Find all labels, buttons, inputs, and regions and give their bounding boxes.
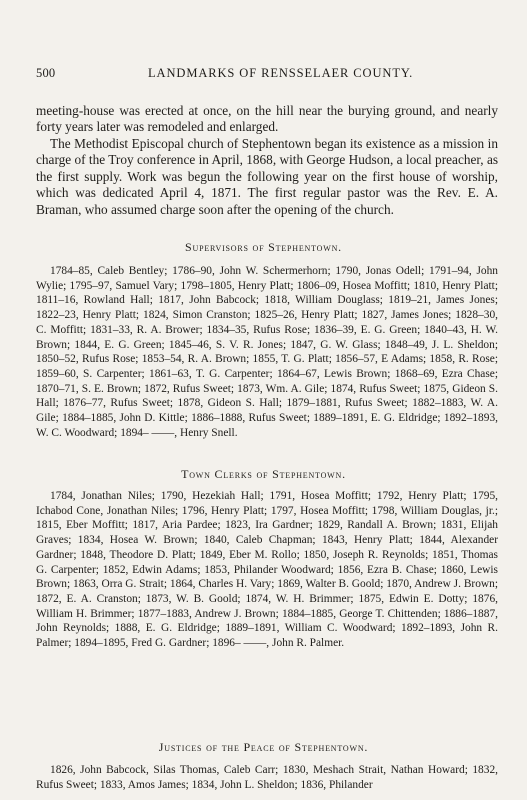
town-clerks-list: 1784, Jonathan Niles; 1790, Hezekiah Hall; 1791, Hosea Moffitt; 1792, Henry Platt; 1795, Ichabod Cone, Jonathan Niles; 1796, Henry Platt; 1797, Hosea Moffitt; 1798, William Douglas, jr.; 1815, Eber Moffitt; 1817, Aria Pardee; 1823, Ira Gardner; 1829, Randall A. Brown; 1831, Elijah Graves; 1834, Hosea W. Brown; 1840, Caleb Chapman; 1843, Henry Platt; 1844, Alexander Gardner; 1848, Theodore D. Platt; 1849, Eber M. Rollo; 1850, Joseph R. Reynolds; 1851, Thomas G. Carpenter; 1852, Edwin Adams; 1853, Philander Woodward; 1856, Ezra B. Chase; 1860, Lewis Brown; 1863, Orra G. Strait; 1864, Charles H. Vary; 1869, Walter B. Goold; 1870, Andrew J. Brown; 1872, E. A. Cranston; 1873, W. B. Goold; 1874, W. H. Brimmer; 1875, Edwin E. Dotty; 1876, William H. Brimmer; 1877–1883, Andrew J. Brown; 1884–1885, George T. Chittenden; 1886–1887, John Reynolds; 1888, E. G. Eldridge; 1889–1891, William C. Woodward; 1892–1893, John R. Palmer; 1894–1895, Fred G. Gardner; 1896– ——, John R. Palmer. xyxy=(36,490,498,650)
page-number: 500 xyxy=(36,66,56,80)
section-heading-justices xyxy=(0,740,527,755)
justices-list: 1826, John Babcock, Silas Thomas, Caleb Carr; 1830, Meshach Strait, Nathan Howard; 1832, Rufus Sweet; 1833, Amos James; 1834, John L. Sheldon; 1836, Philander xyxy=(36,764,498,791)
supervisors-list: 1784–85, Caleb Bentley; 1786–90, John W. Schermerhorn; 1790, Jonas Odell; 1791–94, John Wylie; 1795–97, Samuel Vary; 1798–1805, Henry Platt; 1806–09, Hosea Moffitt; 1810, Henry Platt; 1811–16, Rowland Hall; 1817, John Babcock; 1818, William Douglass; 1819–21, James Jones; 1822–23, Henry Platt; 1824, Simon Cranston; 1825–26, Henry Platt; 1827, James Jones; 1828–30, C. Moffitt; 1831–33, R. A. Brower; 1834–35, Rufus Rose; 1836–39, E. G. Green; 1840–43, H. W. Brown; 1844, E. G. Green; 1845–46, S. V. R. Jones; 1847, G. W. Glass; 1848–49, J. L. Sheldon; 1850–52, Rufus Rose; 1853–54, R. A. Brown; 1855, T. G. Platt; 1856–57, E Adams; 1858, R. Rose; 1859–60, S. Carpenter; 1861–63, T. G. Carpenter; 1864–67, Lewis Brown; 1868–69, Ezra Chase; 1870–71, S. E. Brown; 1872, Rufus Sweet; 1873, Wm. A. Gile; 1874, Rufus Sweet; 1875, Gideon S. Hall; 1876–77, Rufus Sweet; 1878, Gideon S. Hall; 1879–1881, Rufus Sweet; 1882–1883, W. A. Gile; 1884–1885, John D. Kittle; 1886–1888, Rufus Sweet; 1889–1891, E. G. Eldridge; 1892–1893, W. C. Woodward; 1894– ——, Henry Snell. xyxy=(36,265,498,439)
section-heading-clerks xyxy=(0,467,527,482)
section-heading-supervisors xyxy=(0,240,527,255)
paragraph-methodist-church: The Methodist Episcopal church of Stephentown began its existence as a mission in charge of the Troy conference in April, 1868, with George Hudson, a local preacher, as the first supply. Work was begun the following year on the first house of worship, which was dedicated April 4, 1871. The first regular pastor was the Rev. E. A. Braman, who assumed charge soon after the opening of the church. xyxy=(36,136,499,217)
running-head: LANDMARKS OF RENSSELAER COUNTY. xyxy=(148,66,414,80)
section-heading-clerks-text: Town Clerks of Stephentown. xyxy=(181,467,346,481)
paragraph-meeting-house: meeting-house was erected at once, on the hill near the burying ground, and nearly forty years later was remodeled and enlarged. xyxy=(36,103,498,135)
section-heading-justices-text: Justices of the Peace of Stephentown. xyxy=(158,740,369,754)
page-header xyxy=(36,66,496,82)
section-heading-supervisors-text: Supervisors of Stephentown. xyxy=(185,240,342,254)
